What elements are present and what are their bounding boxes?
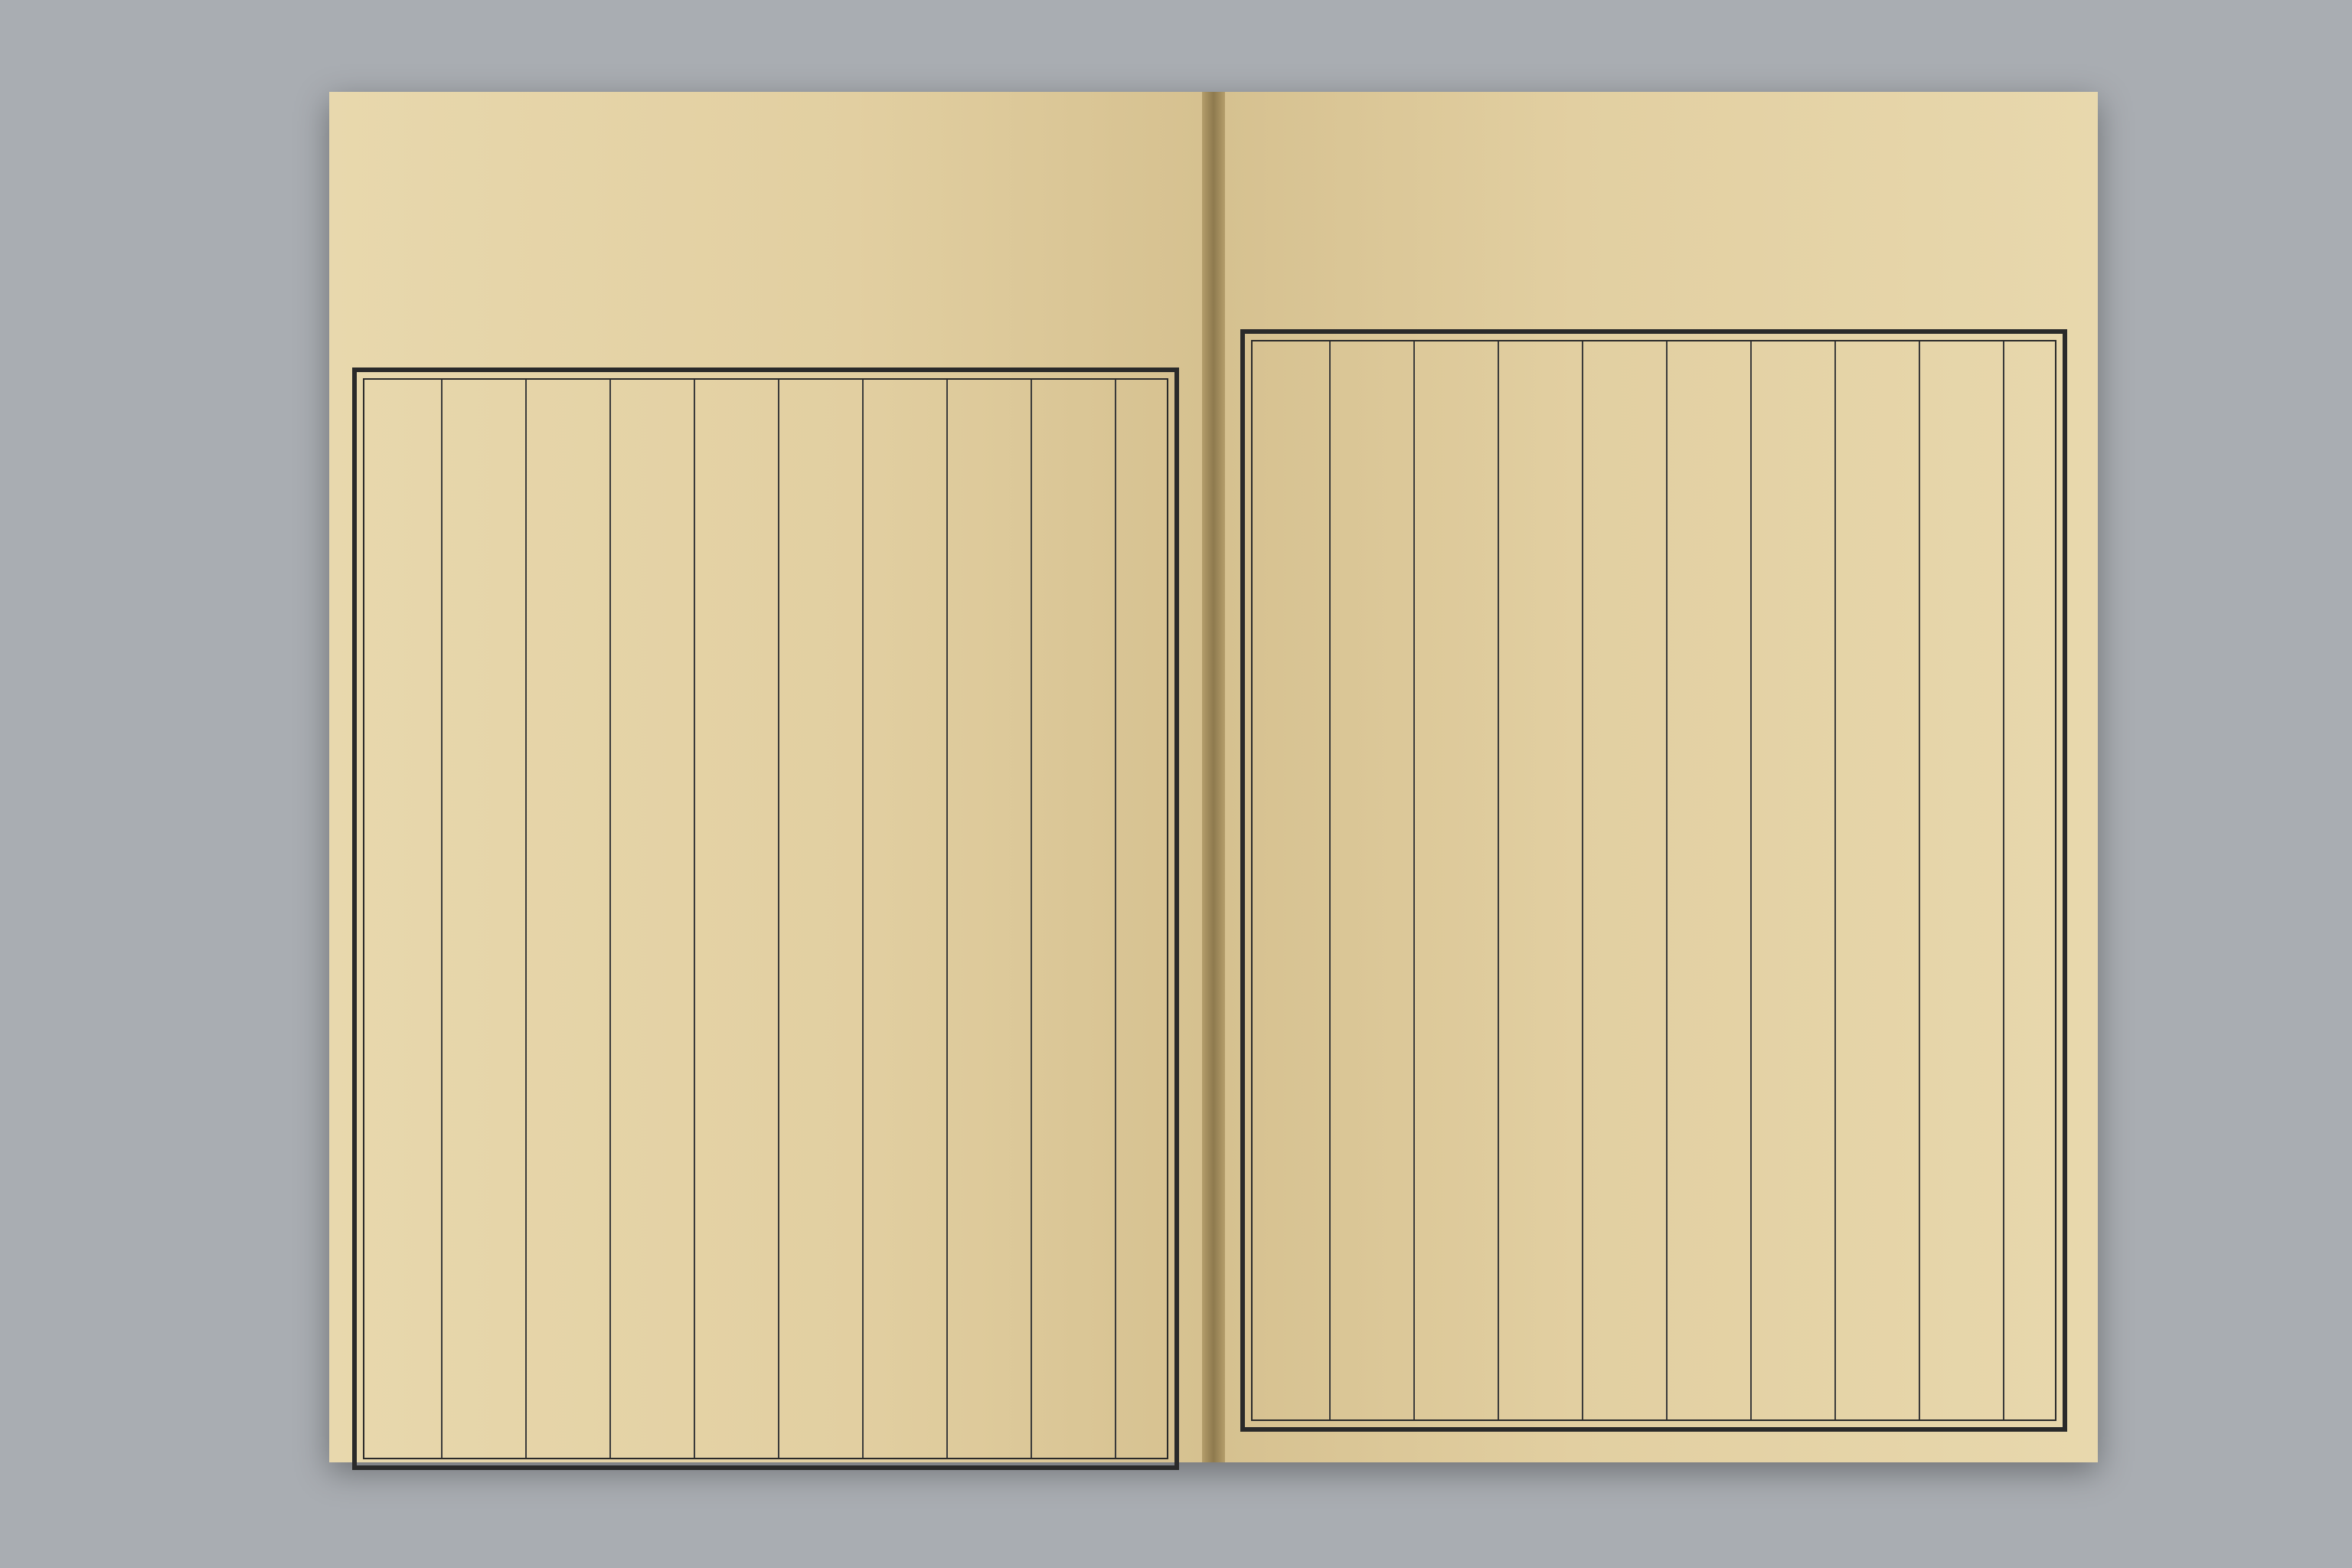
right-page [1225,92,2098,1462]
open-book [329,92,2098,1462]
column-rule [1750,341,1752,1419]
column-rule [1834,341,1836,1419]
column-rule [1329,341,1331,1419]
column-rule [1115,380,1116,1458]
column-rule [1919,341,1920,1419]
column-rule [441,380,443,1458]
column-rule [1666,341,1668,1419]
book-gutter [1202,92,1225,1462]
column-rule [1498,341,1499,1419]
column-rule [609,380,611,1458]
column-rule [694,380,695,1458]
left-page [329,92,1202,1462]
column-rule [1413,341,1415,1419]
column-rule [946,380,948,1458]
column-rule [525,380,527,1458]
column-rule [778,380,779,1458]
column-rule [2003,341,2004,1419]
right-text-frame [1240,329,2067,1432]
column-rule [862,380,864,1458]
column-rule [1582,341,1583,1419]
column-rule [1031,380,1032,1458]
left-text-frame [352,368,1179,1470]
